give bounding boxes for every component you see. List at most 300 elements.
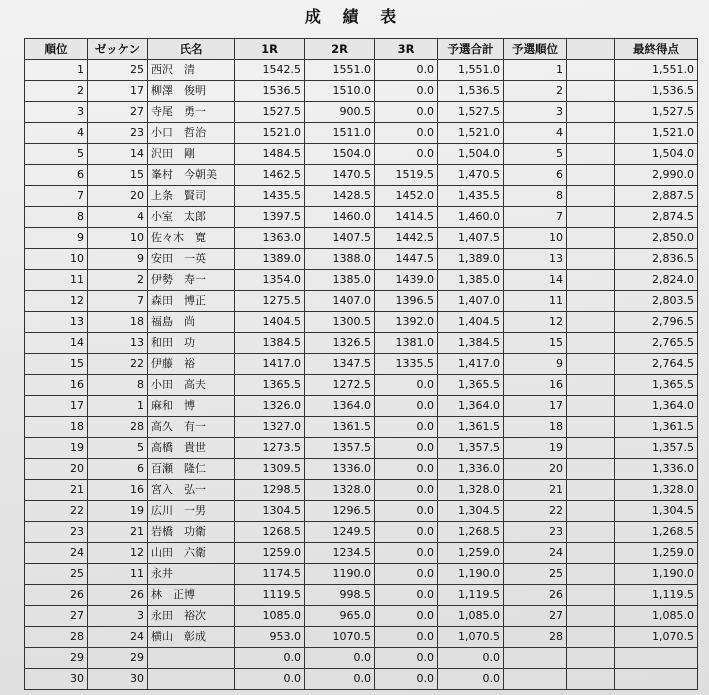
cell-final-score: 1,190.0 [615,564,698,585]
cell-prelim-rank: 8 [504,186,567,207]
cell-round1: 1384.5 [235,333,305,354]
cell-bib: 20 [88,186,148,207]
cell-rank: 20 [25,459,88,480]
cell-blank [567,228,615,249]
cell-prelim-rank: 17 [504,396,567,417]
cell-prelim-total: 1,268.5 [438,522,504,543]
cell-prelim-total: 1,407.5 [438,228,504,249]
cell-name: 宮入 弘一 [148,480,235,501]
cell-bib: 23 [88,123,148,144]
cell-final-score: 1,551.0 [615,60,698,81]
cell-prelim-rank: 16 [504,375,567,396]
cell-prelim-total: 1,521.0 [438,123,504,144]
col-name: 氏名 [148,39,235,60]
cell-prelim-rank: 14 [504,270,567,291]
cell-round1: 1304.5 [235,501,305,522]
cell-round3: 1452.0 [375,186,438,207]
table-row [25,543,698,564]
cell-name: 横山 彰成 [148,627,235,648]
cell-name: 小口 哲治 [148,123,235,144]
cell-round3: 1439.0 [375,270,438,291]
cell-final-score: 2,887.5 [615,186,698,207]
cell-rank: 8 [25,207,88,228]
cell-rank: 19 [25,438,88,459]
cell-bib: 2 [88,270,148,291]
cell-round3: 0.0 [375,648,438,669]
cell-name: 永田 裕次 [148,606,235,627]
cell-prelim-total: 1,504.0 [438,144,504,165]
cell-prelim-rank: 9 [504,354,567,375]
cell-rank: 17 [25,396,88,417]
cell-round3: 0.0 [375,81,438,102]
cell-name: 森田 博正 [148,291,235,312]
cell-prelim-total: 1,328.0 [438,480,504,501]
cell-final-score: 1,365.5 [615,375,698,396]
cell-prelim-total: 1,527.5 [438,102,504,123]
cell-round1: 1542.5 [235,60,305,81]
table-row [25,375,698,396]
cell-final-score: 1,357.5 [615,438,698,459]
cell-round1: 1085.0 [235,606,305,627]
page-title: 成 績 表 [304,7,405,26]
cell-rank: 25 [25,564,88,585]
table-row [25,81,698,102]
cell-prelim-rank [504,669,567,690]
cell-round2: 1407.5 [305,228,375,249]
cell-final-score: 2,765.5 [615,333,698,354]
cell-name: 広川 一男 [148,501,235,522]
table-row [25,669,698,690]
cell-blank [567,459,615,480]
cell-prelim-rank: 10 [504,228,567,249]
cell-round1: 1365.5 [235,375,305,396]
cell-prelim-total: 1,190.0 [438,564,504,585]
cell-prelim-rank: 27 [504,606,567,627]
cell-round1: 1268.5 [235,522,305,543]
cell-blank [567,102,615,123]
cell-final-score: 1,070.5 [615,627,698,648]
cell-prelim-total: 1,357.5 [438,438,504,459]
cell-round2: 1460.0 [305,207,375,228]
table-row [25,501,698,522]
cell-round1: 0.0 [235,648,305,669]
cell-round1: 1417.0 [235,354,305,375]
cell-final-score: 2,764.5 [615,354,698,375]
cell-rank: 30 [25,669,88,690]
cell-final-score: 1,527.5 [615,102,698,123]
cell-bib: 3 [88,606,148,627]
table-row [25,585,698,606]
cell-prelim-total: 1,404.5 [438,312,504,333]
cell-round1: 1404.5 [235,312,305,333]
cell-blank [567,186,615,207]
cell-round3: 0.0 [375,60,438,81]
cell-name: 小田 高夫 [148,375,235,396]
cell-round3: 0.0 [375,480,438,501]
cell-prelim-rank: 23 [504,522,567,543]
cell-round3: 1447.5 [375,249,438,270]
cell-blank [567,501,615,522]
col-round2: 2R [305,39,375,60]
cell-bib: 5 [88,438,148,459]
cell-blank [567,81,615,102]
cell-round3: 0.0 [375,396,438,417]
cell-blank [567,480,615,501]
cell-name: 伊勢 寿一 [148,270,235,291]
cell-prelim-total: 1,384.5 [438,333,504,354]
cell-final-score: 1,119.5 [615,585,698,606]
cell-final-score: 2,836.5 [615,249,698,270]
cell-round3: 0.0 [375,459,438,480]
table-row [25,144,698,165]
cell-rank: 18 [25,417,88,438]
cell-prelim-rank: 20 [504,459,567,480]
cell-prelim-rank: 7 [504,207,567,228]
cell-prelim-rank: 4 [504,123,567,144]
table-row [25,438,698,459]
cell-rank: 11 [25,270,88,291]
cell-round2: 1357.5 [305,438,375,459]
cell-final-score: 1,304.5 [615,501,698,522]
cell-rank: 15 [25,354,88,375]
cell-prelim-total: 1,470.5 [438,165,504,186]
cell-prelim-total: 1,364.0 [438,396,504,417]
cell-round1: 1527.5 [235,102,305,123]
cell-name: 和田 功 [148,333,235,354]
cell-final-score: 1,361.5 [615,417,698,438]
cell-prelim-rank: 13 [504,249,567,270]
cell-round3: 0.0 [375,501,438,522]
cell-round2: 1326.5 [305,333,375,354]
cell-final-score: 1,328.0 [615,480,698,501]
cell-rank: 9 [25,228,88,249]
col-prelim-rank: 予選順位 [504,39,567,60]
cell-prelim-rank: 3 [504,102,567,123]
col-bib: ゼッケン [88,39,148,60]
table-row [25,249,698,270]
cell-prelim-rank: 19 [504,438,567,459]
cell-name: 山田 六衛 [148,543,235,564]
cell-final-score: 1,364.0 [615,396,698,417]
cell-round3: 0.0 [375,543,438,564]
cell-prelim-rank: 6 [504,165,567,186]
cell-final-score [615,669,698,690]
cell-round1: 1484.5 [235,144,305,165]
cell-round3: 0.0 [375,438,438,459]
cell-blank [567,522,615,543]
cell-name: 高橋 貴世 [148,438,235,459]
cell-bib: 1 [88,396,148,417]
cell-bib: 28 [88,417,148,438]
header-row [25,39,698,60]
cell-name: 西沢 清 [148,60,235,81]
table-row [25,627,698,648]
cell-round1: 1521.0 [235,123,305,144]
cell-prelim-rank: 28 [504,627,567,648]
cell-round2: 1407.0 [305,291,375,312]
cell-rank: 16 [25,375,88,396]
cell-bib: 6 [88,459,148,480]
cell-rank: 10 [25,249,88,270]
cell-round3: 0.0 [375,564,438,585]
cell-blank [567,312,615,333]
cell-bib: 30 [88,669,148,690]
cell-final-score: 2,824.0 [615,270,698,291]
cell-prelim-total: 1,435.5 [438,186,504,207]
cell-name: 福島 尚 [148,312,235,333]
cell-prelim-total: 1,304.5 [438,501,504,522]
cell-prelim-total: 1,070.5 [438,627,504,648]
cell-round2: 1428.5 [305,186,375,207]
cell-name: 百瀬 隆仁 [148,459,235,480]
table-row [25,333,698,354]
cell-blank [567,123,615,144]
cell-round2: 1385.0 [305,270,375,291]
cell-round3: 1381.0 [375,333,438,354]
cell-round1: 1309.5 [235,459,305,480]
cell-bib: 18 [88,312,148,333]
cell-prelim-total: 0.0 [438,648,504,669]
cell-prelim-total: 1,407.0 [438,291,504,312]
cell-prelim-total: 1,551.0 [438,60,504,81]
cell-bib: 7 [88,291,148,312]
cell-prelim-total: 1,361.5 [438,417,504,438]
cell-prelim-total: 1,336.0 [438,459,504,480]
cell-rank: 13 [25,312,88,333]
cell-prelim-rank: 5 [504,144,567,165]
cell-name: 小室 太郎 [148,207,235,228]
cell-final-score: 2,850.0 [615,228,698,249]
cell-rank: 1 [25,60,88,81]
cell-final-score: 1,521.0 [615,123,698,144]
cell-rank: 28 [25,627,88,648]
table-row [25,186,698,207]
cell-blank [567,291,615,312]
cell-bib: 11 [88,564,148,585]
cell-round2: 1336.0 [305,459,375,480]
cell-prelim-total: 1,119.5 [438,585,504,606]
cell-blank [567,144,615,165]
cell-name [148,669,235,690]
cell-round1: 1275.5 [235,291,305,312]
cell-final-score: 2,874.5 [615,207,698,228]
table-row [25,396,698,417]
cell-rank: 23 [25,522,88,543]
cell-prelim-total: 1,365.5 [438,375,504,396]
cell-blank [567,606,615,627]
cell-round3: 1442.5 [375,228,438,249]
table-row [25,60,698,81]
cell-round2: 1388.0 [305,249,375,270]
cell-rank: 14 [25,333,88,354]
cell-name: 麻和 博 [148,396,235,417]
cell-bib: 4 [88,207,148,228]
cell-final-score: 1,504.0 [615,144,698,165]
cell-rank: 27 [25,606,88,627]
col-round3: 3R [375,39,438,60]
cell-name: 柳澤 俊明 [148,81,235,102]
cell-blank [567,585,615,606]
cell-name: 高久 有一 [148,417,235,438]
cell-round1: 1354.0 [235,270,305,291]
cell-bib: 19 [88,501,148,522]
cell-bib: 15 [88,165,148,186]
cell-prelim-rank [504,648,567,669]
col-rank: 順位 [25,39,88,60]
cell-bib: 17 [88,81,148,102]
cell-round1: 1298.5 [235,480,305,501]
col-prelim-total: 予選合計 [438,39,504,60]
table-row [25,480,698,501]
cell-blank [567,438,615,459]
cell-round3: 1335.5 [375,354,438,375]
cell-bib: 16 [88,480,148,501]
cell-blank [567,564,615,585]
cell-round2: 900.5 [305,102,375,123]
cell-rank: 2 [25,81,88,102]
cell-bib: 21 [88,522,148,543]
cell-bib: 10 [88,228,148,249]
cell-round3: 1392.0 [375,312,438,333]
cell-round2: 1234.5 [305,543,375,564]
cell-name: 伊藤 裕 [148,354,235,375]
cell-round2: 1328.0 [305,480,375,501]
cell-blank [567,627,615,648]
cell-blank [567,333,615,354]
cell-round1: 1326.0 [235,396,305,417]
cell-name [148,648,235,669]
table-row [25,459,698,480]
cell-bib: 24 [88,627,148,648]
cell-round2: 1470.5 [305,165,375,186]
cell-bib: 9 [88,249,148,270]
cell-prelim-rank: 15 [504,333,567,354]
table-row [25,522,698,543]
cell-prelim-total: 0.0 [438,669,504,690]
cell-name: 林 正博 [148,585,235,606]
cell-prelim-rank: 25 [504,564,567,585]
cell-name: 佐々木 寛 [148,228,235,249]
cell-round2: 1504.0 [305,144,375,165]
cell-final-score [615,648,698,669]
col-blank [567,39,615,60]
cell-prelim-rank: 2 [504,81,567,102]
cell-bib: 14 [88,144,148,165]
cell-round2: 0.0 [305,648,375,669]
cell-rank: 3 [25,102,88,123]
cell-round1: 1259.0 [235,543,305,564]
cell-name: 峯村 今朝美 [148,165,235,186]
cell-round1: 1435.5 [235,186,305,207]
cell-prelim-rank: 18 [504,417,567,438]
results-table [24,38,698,690]
cell-rank: 6 [25,165,88,186]
table-row [25,270,698,291]
cell-round1: 1273.5 [235,438,305,459]
cell-prelim-total: 1,536.5 [438,81,504,102]
cell-bib: 22 [88,354,148,375]
cell-round1: 1462.5 [235,165,305,186]
cell-round2: 965.0 [305,606,375,627]
cell-bib: 13 [88,333,148,354]
cell-bib: 12 [88,543,148,564]
cell-prelim-rank: 22 [504,501,567,522]
cell-prelim-rank: 26 [504,585,567,606]
cell-rank: 4 [25,123,88,144]
cell-round2: 1361.5 [305,417,375,438]
cell-round1: 1119.5 [235,585,305,606]
cell-final-score: 1,536.5 [615,81,698,102]
cell-round3: 0.0 [375,417,438,438]
cell-prelim-rank: 12 [504,312,567,333]
cell-round1: 1536.5 [235,81,305,102]
cell-blank [567,60,615,81]
cell-bib: 27 [88,102,148,123]
cell-name: 沢田 剛 [148,144,235,165]
cell-round1: 1397.5 [235,207,305,228]
table-row [25,207,698,228]
cell-rank: 26 [25,585,88,606]
cell-prelim-rank: 1 [504,60,567,81]
cell-bib: 25 [88,60,148,81]
cell-prelim-total: 1,460.0 [438,207,504,228]
cell-blank [567,165,615,186]
table-row [25,417,698,438]
cell-round2: 1510.0 [305,81,375,102]
cell-round3: 0.0 [375,522,438,543]
col-round1: 1R [235,39,305,60]
cell-blank [567,249,615,270]
cell-rank: 21 [25,480,88,501]
cell-round3: 0.0 [375,123,438,144]
cell-blank [567,375,615,396]
cell-round2: 1551.0 [305,60,375,81]
cell-blank [567,648,615,669]
cell-round3: 1396.5 [375,291,438,312]
cell-prelim-rank: 11 [504,291,567,312]
cell-blank [567,396,615,417]
table-row [25,123,698,144]
cell-round2: 1296.5 [305,501,375,522]
cell-round1: 1389.0 [235,249,305,270]
cell-round3: 0.0 [375,585,438,606]
cell-blank [567,669,615,690]
table-row [25,312,698,333]
table-row [25,606,698,627]
cell-round3: 0.0 [375,102,438,123]
table-row [25,228,698,249]
cell-bib: 8 [88,375,148,396]
table-row [25,564,698,585]
cell-rank: 29 [25,648,88,669]
cell-round2: 1272.5 [305,375,375,396]
table-row [25,291,698,312]
cell-final-score: 1,085.0 [615,606,698,627]
cell-round3: 0.0 [375,669,438,690]
cell-name: 寺尾 勇一 [148,102,235,123]
col-final-score: 最終得点 [615,39,698,60]
cell-round3: 0.0 [375,627,438,648]
cell-round2: 1511.0 [305,123,375,144]
cell-final-score: 1,259.0 [615,543,698,564]
cell-name: 永井 [148,564,235,585]
cell-round2: 1347.5 [305,354,375,375]
cell-name: 安田 一英 [148,249,235,270]
cell-name: 岩橋 功衛 [148,522,235,543]
table-row [25,648,698,669]
cell-prelim-total: 1,085.0 [438,606,504,627]
cell-rank: 22 [25,501,88,522]
